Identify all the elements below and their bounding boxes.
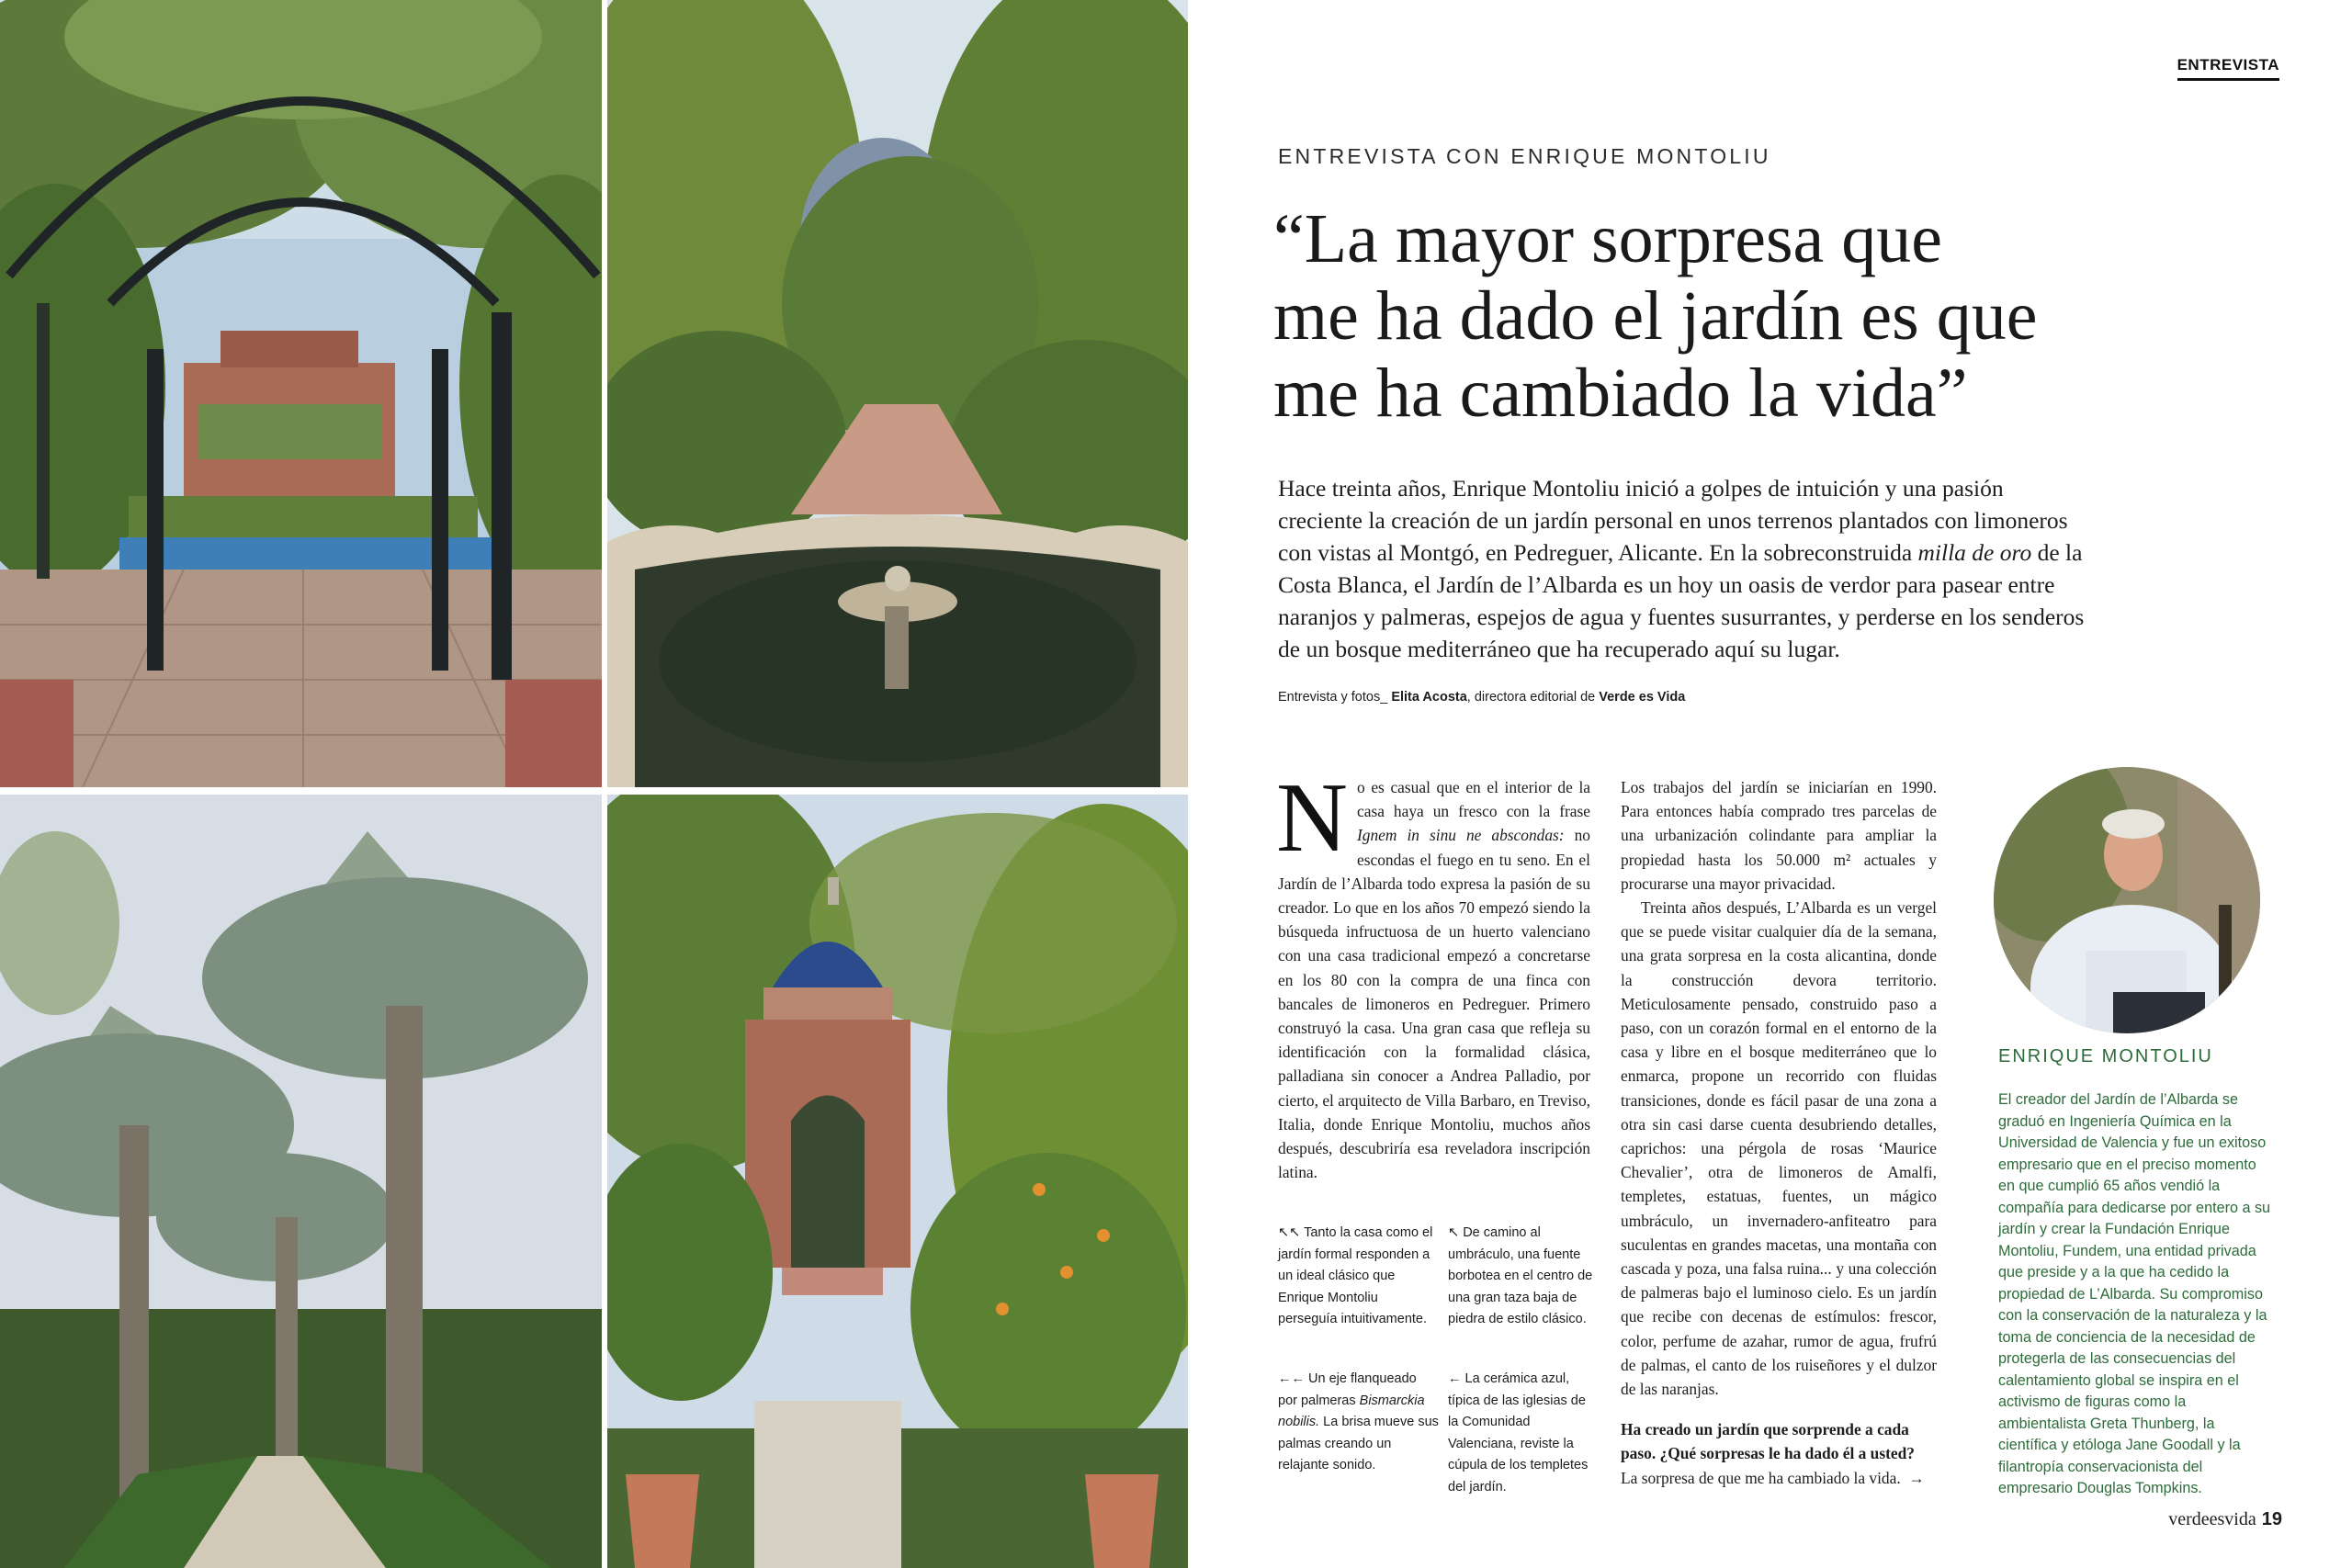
photo-caption-4: [1448, 1369, 1600, 1498]
byline-prefix: Entrevista y fotos_: [1278, 690, 1392, 705]
byline-publication: Verde es Vida: [1599, 690, 1686, 705]
photo-blue-dome-pavilion: [607, 795, 1188, 1568]
body-column-1: [1276, 763, 1590, 1184]
photo-caption-3: [1278, 1369, 1439, 1477]
page-footer: [2168, 1509, 2282, 1530]
body-p1-italic: Ignem in sinu ne abscondas:: [1357, 826, 1565, 845]
intro-paragraph: [1278, 472, 2086, 665]
photo-fountain-palms: [607, 0, 1188, 787]
photo-palm-avenue: [0, 795, 602, 1568]
headline-line-3: me ha cambiado la vida”: [1273, 355, 1968, 432]
caption-text-pre: Un eje flanqueado por palmeras: [1278, 1371, 1417, 1408]
sidebar-name: ENRIQUE MONTOLIU: [1998, 1046, 2213, 1066]
photo-caption-2: [1448, 1223, 1600, 1331]
caption-text: Tanto la casa como el jardín formal responden a un ideal clásico que Enrique Montoliu perseguía intuitivamente.: [1278, 1225, 1433, 1326]
kicker: ENTREVISTA CON ENRIQUE MONTOLIU: [1278, 144, 1771, 168]
caption-arrow-icon: ↖↖: [1278, 1225, 1301, 1240]
sidebar-bio: El creador del Jardín de l’Albarda se graduó en Ingeniería Química en la Universidad de Valencia y fue un exitoso empresario que en el preciso momento en que cumplió 65 años vendió la compañía para dedicarse por entero a su jardín y crear la Fundación Enrique Montoliu, Fundem, una entidad privada que preside y a la que ha cedido la propiedad de L’Albarda. Su compromiso con la conservación de la naturaleza y la toma de conciencia de la necesidad de protegerla de las consecuencias del calentamiento global se inspira en el activismo de figuras como la ambientalista Greta Thunberg, la científica y etóloga Jane Goodall y la filantropía conservacionista del empresario Douglas Tompkins.: [1998, 1091, 2271, 1496]
portrait-photo: [1994, 767, 2260, 1033]
headline: [1273, 200, 2192, 432]
intro-text-1: Hace treinta años, Enrique Montoliu inició a golpes de intuición y una pasión creciente la creación de un jardín personal en unos terrenos plantados con limoneros con vistas al Montgó, en Pedreguer, Alicante. En la sobreconstruida: [1278, 475, 2068, 566]
body-p3: Treinta años después, L’Albarda es un vergel que se puede visitar cualquier día de la semana, una grata sorpresa en la costa alicantina, donde la construcción devora territorio. Meticulosamente pensado, construido paso a paso, con un corazón formal en el entorno de la casa y libre en el bosque mediterráneo que lo enmarca, propone un recorrido con fluidas transiciones, donde es fácil pasar de una zona a otra sin casi darse cuenta desubriendo detalles, caprichos: una pérgola de rosas ‘Maurice Chevalier’, otra de limoneros de Amalfi, templetes, estatuas, fuentes, un mágico umbráculo, un invernadero-anfiteatro para suculentas en grandes macetas, una montaña con cascada y poza, una falsa ruina... y una colección de palmeras bajo el luminoso cielo. Es un jardín que recibe con decenas de estímulos: frescor, color, perfume de azahar, rumor de agua, frufrú de palmas, el canto de los ruiseñores y el dulzor de las naranjas.: [1621, 898, 1937, 1399]
caption-arrow-icon: ←←: [1278, 1371, 1305, 1386]
headline-line-1: “La mayor sorpresa que: [1273, 200, 1943, 277]
caption-text-post: La brisa mueve sus palmas creando un relajante sonido.: [1278, 1415, 1439, 1472]
answer-text: La sorpresa de que me ha cambiado la vida.: [1621, 1468, 1901, 1487]
interview-answer: [1621, 1466, 1937, 1490]
byline-role: , directora editorial de: [1466, 690, 1600, 705]
byline-author: Elita Acosta: [1391, 690, 1467, 705]
headline-line-2: me ha dado el jardín es que: [1273, 277, 2038, 355]
interview-question: Ha creado un jardín que sorprende a cada paso. ¿Qué sorpresas le ha dado él a usted?: [1621, 1420, 1915, 1463]
drop-cap: N: [1276, 763, 1348, 873]
body-column-2: [1621, 775, 1937, 1490]
continue-arrow-icon: →: [1908, 1468, 1925, 1487]
page-number: 19: [2261, 1509, 2282, 1529]
photo-caption-1: [1278, 1223, 1439, 1331]
caption-arrow-icon: ↖: [1448, 1225, 1460, 1240]
body-p2: Los trabajos del jardín se iniciarían en 1990. Para entonces había comprado tres parcelas de una urbanización colindante para ampliar la propiedad hasta los 50.000 m² actuales y procurarse una mayor privacidad.: [1621, 778, 1937, 893]
intro-text-2: de la Costa Blanca, el Jardín de l’Albarda es un hoy un oasis de verdor para pasear entre naranjos y palmeras, espejos de agua y fuentes susurrantes, y perderse en los senderos de un bosque mediterráneo que ha recuperado aquí su lugar.: [1278, 539, 2085, 662]
intro-italic: milla de oro: [1917, 539, 2032, 566]
caption-text: De camino al umbráculo, una fuente borbotea en el centro de una gran taza baja de piedra de estilo clásico.: [1448, 1225, 1593, 1326]
caption-text: La cerámica azul, típica de las iglesias de la Comunidad Valenciana, reviste la cúpula de los templetes del jardín.: [1448, 1371, 1589, 1495]
byline: [1278, 690, 1685, 705]
section-tag: ENTREVISTA: [2177, 56, 2279, 81]
body-p1-b: no escondas el fuego en tu seno. En el Jardín de l’Albarda todo expresa la pasión de su creador. Lo que en los años 70 empezó siendo la búsqueda infructuosa de un huerto valenciano con una casa tradicional empezó a concretarse en los 80 con la compra de una finca con bancales de limoneros en Pedreguer. Primero construyó la casa. Una gran casa que refleja su identificación con la formalidad clásica, palladiana sin conocer a Andrea Palladio, por cierto, el arquitecto de Villa Barbaro, en Treviso, Italia, donde Enrique Montoliu, muchos años después, descubriría esa reveladora inscripción latina.: [1278, 826, 1590, 1182]
caption-arrow-icon: ←: [1448, 1371, 1462, 1386]
footer-site: verdeesvida: [2168, 1509, 2256, 1529]
caption-italic: Bismarckia nobilis.: [1278, 1393, 1425, 1429]
photo-pergola-house: [0, 0, 602, 787]
body-p1-a: o es casual que en el interior de la casa haya un fresco con la frase: [1357, 778, 1590, 821]
